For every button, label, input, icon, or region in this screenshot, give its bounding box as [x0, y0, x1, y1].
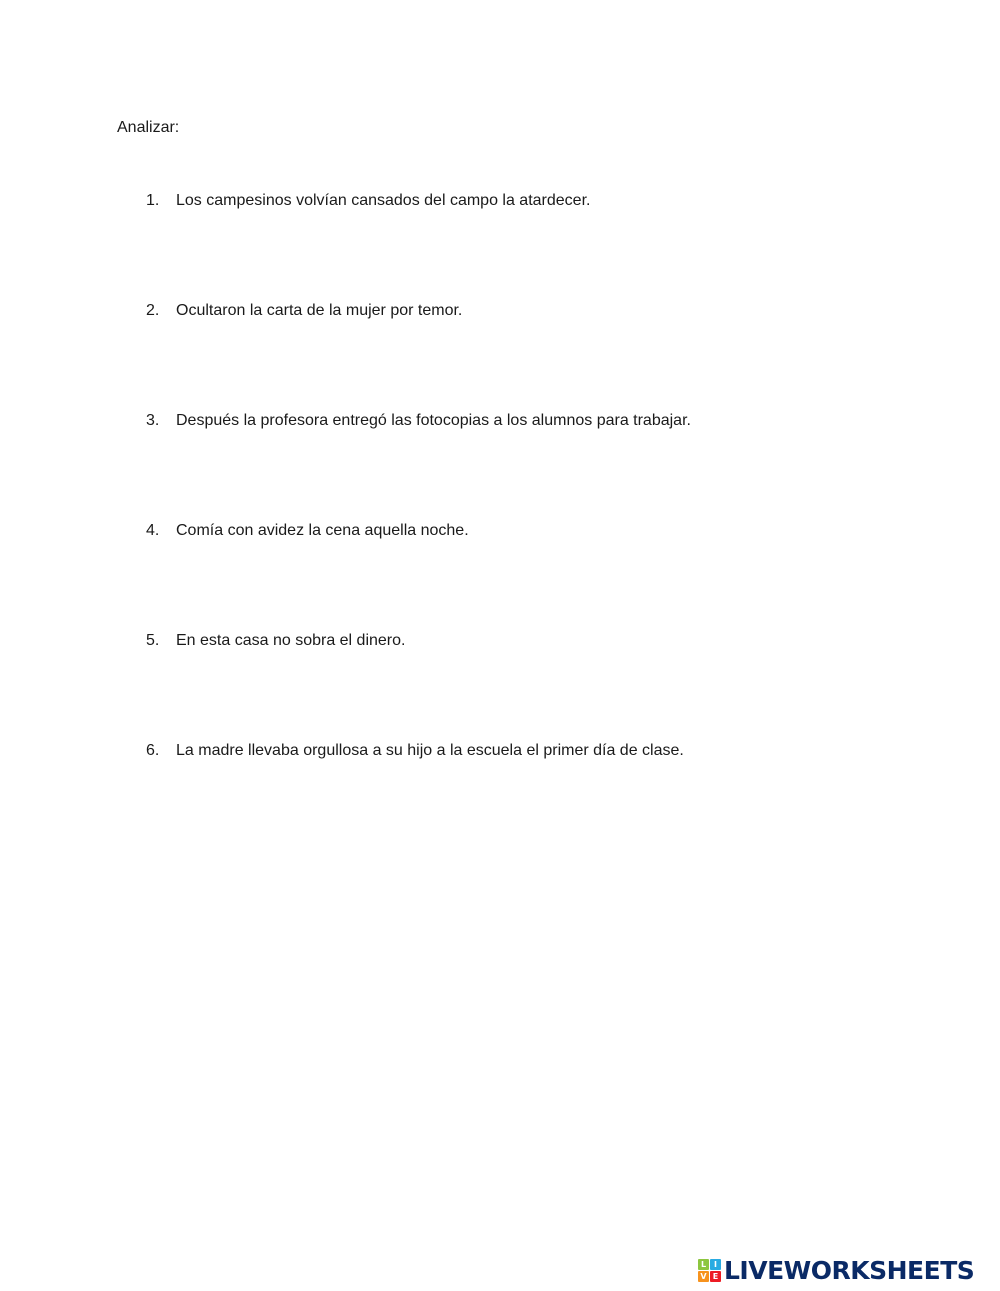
logo-letter-i: I — [710, 1259, 721, 1270]
exercise-number: 1. — [146, 192, 160, 209]
exercise-item-5 — [146, 630, 946, 652]
exercise-number: 5. — [146, 632, 160, 649]
exercise-item-1 — [146, 190, 946, 212]
exercise-item-4 — [146, 520, 946, 542]
exercise-sentence: Ocultaron la carta de la mujer por temor. — [176, 302, 463, 319]
liveworksheets-logo-icon — [698, 1259, 721, 1282]
exercise-number: 6. — [146, 742, 160, 759]
logo-letter-v: V — [698, 1271, 709, 1282]
liveworksheets-wordmark: LIVEWORKSHEETS — [724, 1255, 975, 1285]
exercise-item-6 — [146, 740, 946, 762]
exercise-item-2 — [146, 300, 946, 322]
exercise-number: 2. — [146, 302, 160, 319]
exercise-sentence: Después la profesora entregó las fotocopias a los alumnos para trabajar. — [176, 412, 691, 429]
logo-letter-e: E — [710, 1271, 721, 1282]
exercise-item-3 — [146, 410, 946, 432]
logo-letter-l: L — [698, 1259, 709, 1270]
worksheet-heading: Analizar: — [117, 119, 180, 136]
exercise-sentence: Los campesinos volvían cansados del campo la atardecer. — [176, 192, 591, 209]
exercise-sentence: En esta casa no sobra el dinero. — [176, 632, 406, 649]
exercise-sentence: Comía con avidez la cena aquella noche. — [176, 522, 469, 539]
exercise-number: 3. — [146, 412, 160, 429]
exercise-number: 4. — [146, 522, 160, 539]
exercise-sentence: La madre llevaba orgullosa a su hijo a la escuela el primer día de clase. — [176, 742, 684, 759]
liveworksheets-logo — [698, 1256, 974, 1284]
